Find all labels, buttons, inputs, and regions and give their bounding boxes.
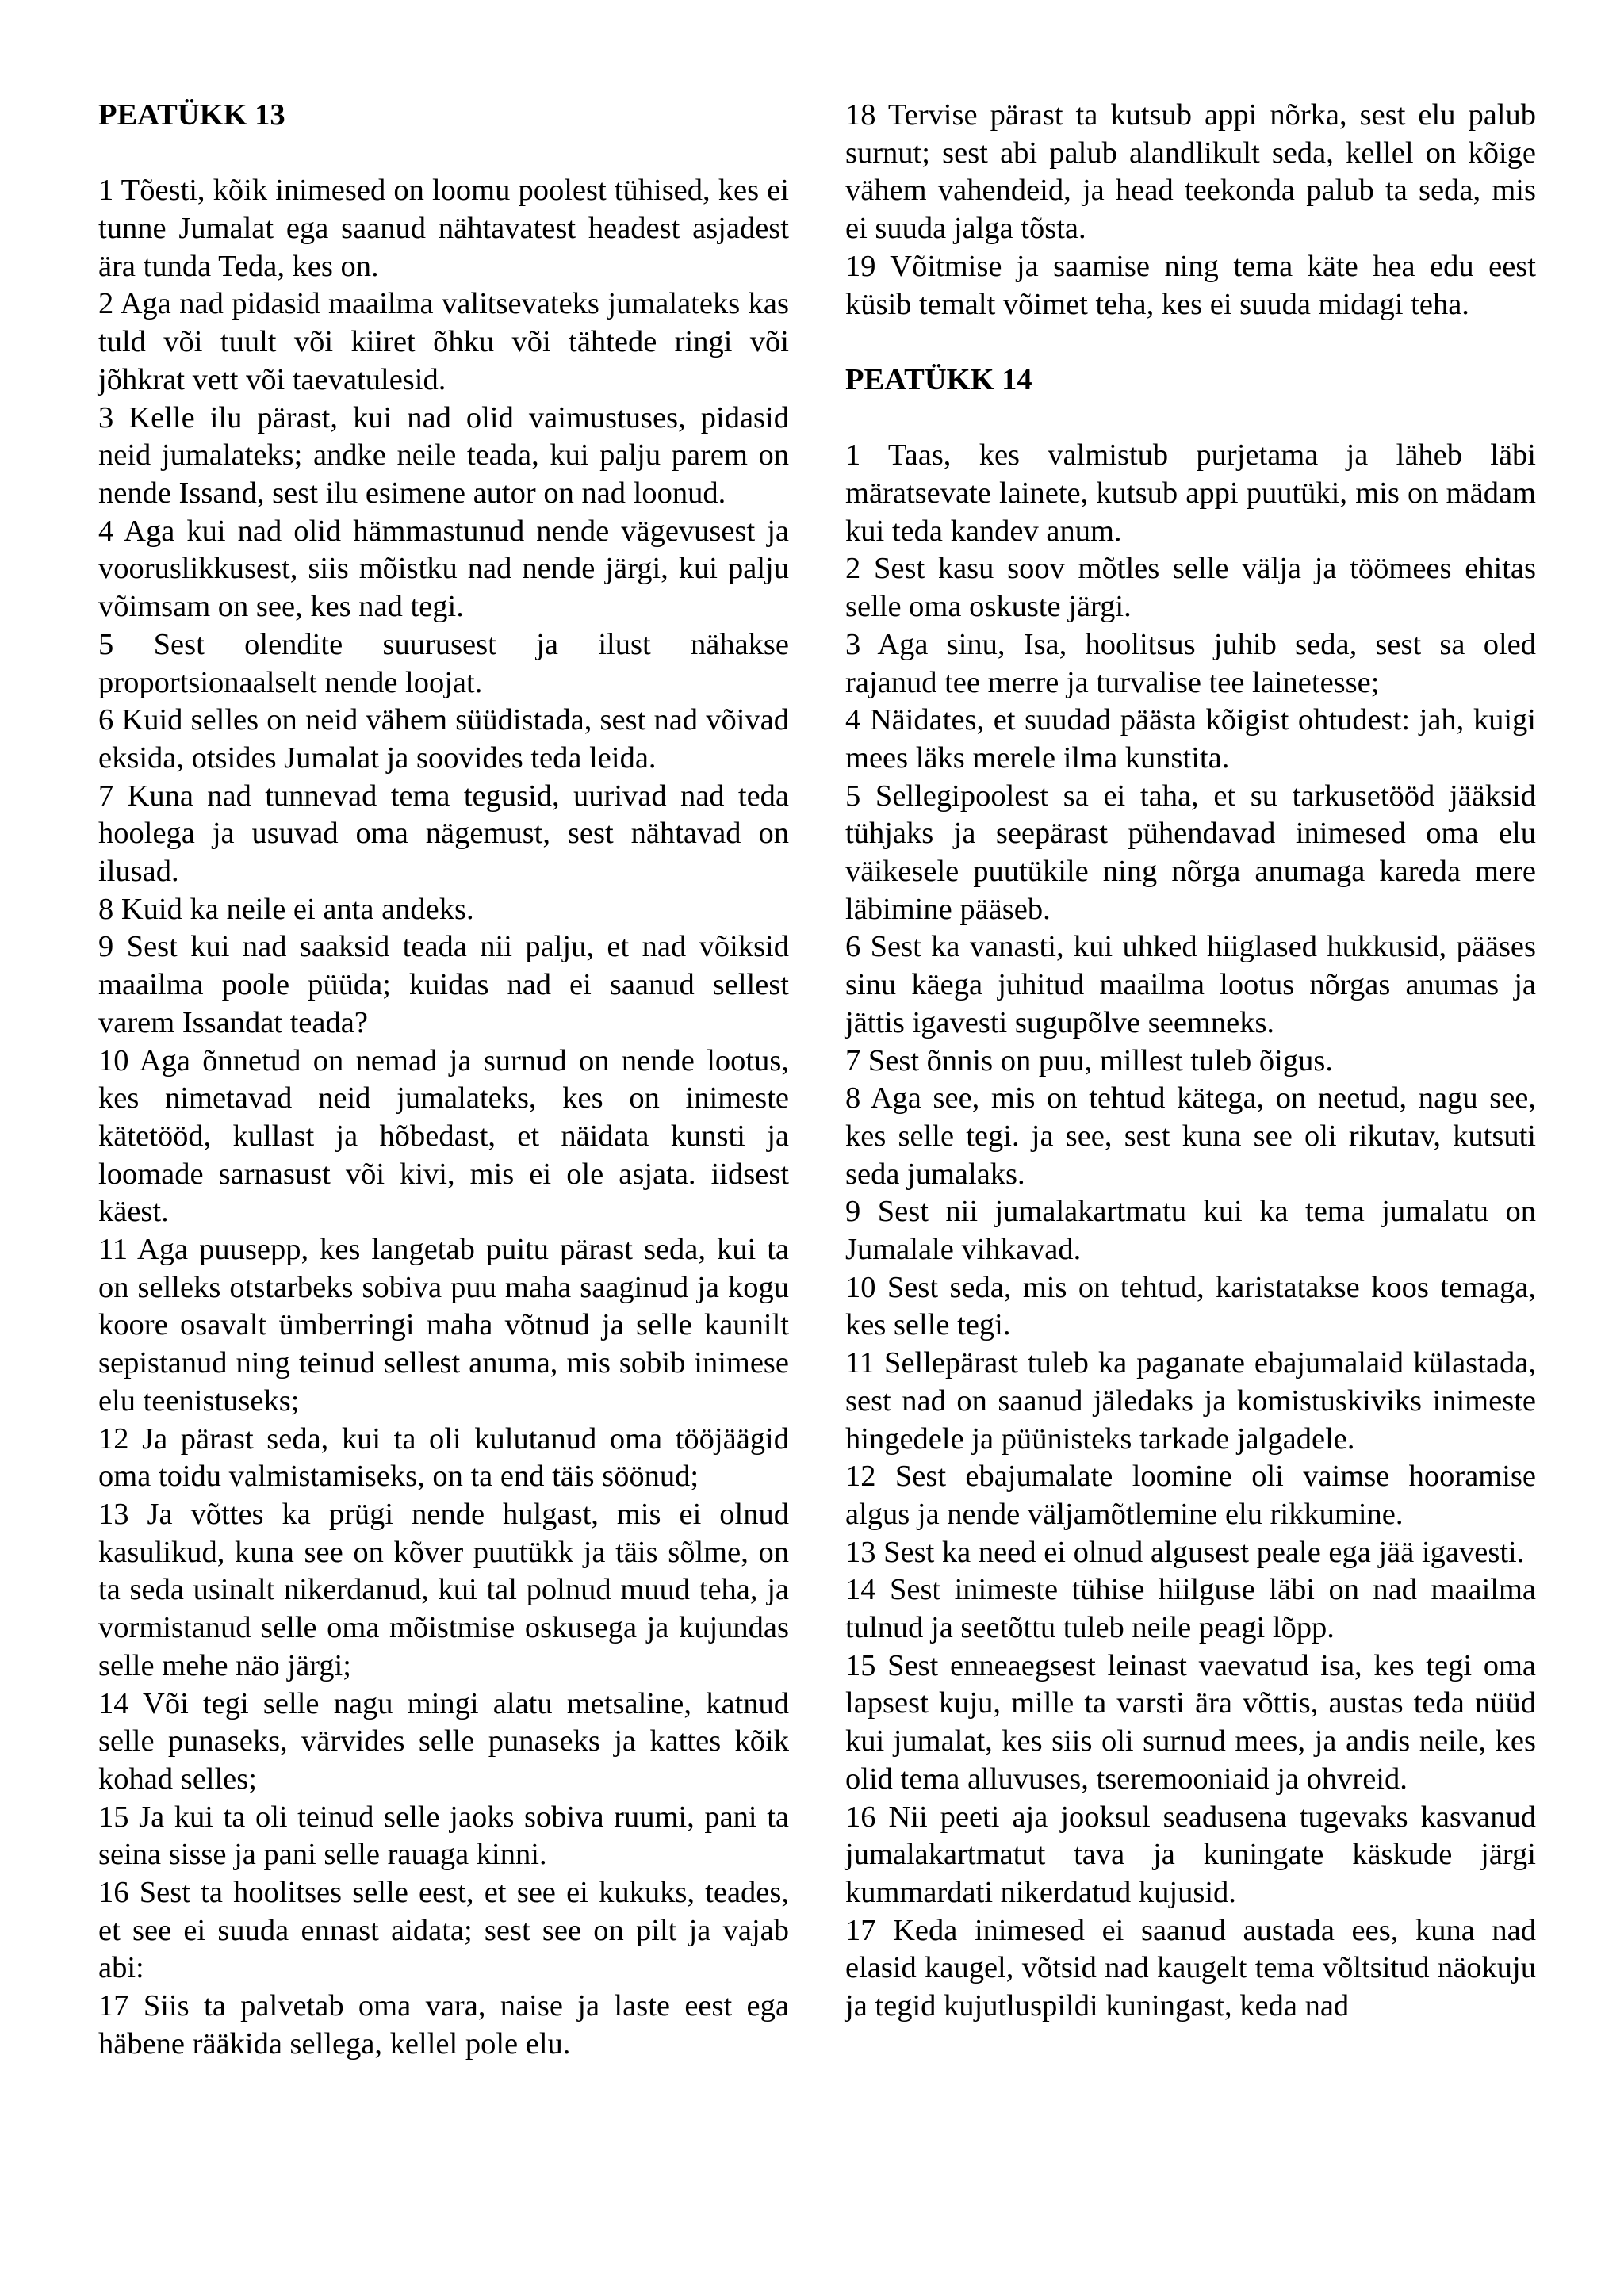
chapter-14-heading: PEATÜKK 14 xyxy=(845,362,1032,396)
left-column xyxy=(98,97,789,2064)
verse-14-8: 8 Aga see, mis on tehtud kätega, on neetud, nagu see, kes selle tegi. ja see, sest kuna see oli rikutav, kutsuti seda jumalaks. xyxy=(845,1081,1536,1191)
right-column xyxy=(845,97,1536,2026)
verse-14-9: 9 Sest nii jumalakartmatu kui ka tema jumalatu on Jumalale vihkavad. xyxy=(845,1195,1536,1267)
verse-13-19: 19 Võitmise ja saamise ning tema käte hea edu eest küsib temalt võimet teha, kes ei suuda midagi teha. xyxy=(845,249,1536,321)
verse-13-7: 7 Kuna nad tunnevad tema tegusid, uurivad nad teda hoolega ja usuvad oma nägemust, sest nähtavad on ilusad. xyxy=(98,779,789,889)
chapter-13-heading: PEATÜKK 13 xyxy=(98,98,285,132)
verse-14-2: 2 Sest kasu soov mõtles selle välja ja töömees ehitas selle oma oskuste järgi. xyxy=(845,552,1536,624)
verse-14-13: 13 Sest ka need ei olnud algusest peale ega jää igavesti. xyxy=(845,1535,1525,1569)
verse-13-10: 10 Aga õnnetud on nemad ja surnud on nende lootus, kes nimetavad neid jumalateks, kes on inimeste kätetööd, kullast ja hõbedast, et näidata kunsti ja loomade sarnasust või kivi, mis ei ole asjata. iidsest käest. xyxy=(98,1043,789,1229)
verse-14-15: 15 Sest enneaegsest leinast vaevatud isa, kes tegi oma lapsest kuju, mille ta varsti ära võttis, austas teda nüüd kui jumalat, kes siis oli surnud mees, ja andis neile, kes olid tema alluvuses, tseremooniaid ja ohvreid. xyxy=(845,1648,1536,1796)
verse-13-13: 13 Ja võttes ka prügi nende hulgast, mis ei olnud kasulikud, kuna see on kõver puutükk ja täis sõlme, on ta seda usinalt nikerdanud, kui tal polnud muud teha, ja vormistanud selle oma mõistmise oskusega ja kujundas selle mehe näo järgi; xyxy=(98,1497,789,1682)
verse-14-14: 14 Sest inimeste tühise hiilguse läbi on nad maailma tulnud ja seetõttu tuleb neile peagi lõpp. xyxy=(845,1573,1536,1645)
verse-13-14: 14 Või tegi selle nagu mingi alatu metsaline, katnud selle punaseks, värvides selle punaseks ja kattes kõik kohad selles; xyxy=(98,1686,789,1796)
verse-13-6: 6 Kuid selles on neid vähem süüdistada, sest nad võivad eksida, otsides Jumalat ja soovides teda leida. xyxy=(98,703,789,775)
verse-13-5: 5 Sest olendite suurusest ja ilust nähakse proportsionaalselt nende loojat. xyxy=(98,627,789,699)
verse-13-4: 4 Aga kui nad olid hämmastunud nende vägevusest ja vooruslikkusest, siis mõistku nad nende järgi, kui palju võimsam on see, kes nad tegi. xyxy=(98,514,789,624)
verse-14-4: 4 Näidates, et suudad päästa kõigist ohtudest: jah, kuigi mees läks merele ilma kunstita. xyxy=(845,703,1536,775)
verse-14-12: 12 Sest ebajumalate loomine oli vaimse hooramise algus ja nende väljamõtlemine elu rikkumine. xyxy=(845,1460,1536,1531)
verse-14-5: 5 Sellegipoolest sa ei taha, et su tarkusetööd jääksid tühjaks ja seepärast pühendavad inimesed oma elu väikesele puutükile ning nõrga anumaga kareda mere läbimine pääseb. xyxy=(845,779,1536,926)
verse-13-16: 16 Sest ta hoolitses selle eest, et see ei kukuks, teades, et see ei suuda ennast aidata; sest see on pilt ja vajab abi: xyxy=(98,1876,789,1985)
verse-13-8: 8 Kuid ka neile ei anta andeks. xyxy=(98,892,474,926)
verse-13-18: 18 Tervise pärast ta kutsub appi nõrka, sest elu palub surnut; sest abi palub alandlikult seda, kellel on kõige vähem vahendeid, ja head teekonda palub ta seda, mis ei suuda jalga tõsta. xyxy=(845,98,1536,246)
verse-13-1: 1 Tõesti, kõik inimesed on loomu poolest tühised, kes ei tunne Jumalat ega saanud nähtavatest headest asjadest ära tunda Teda, kes on. xyxy=(98,174,789,283)
verse-13-2: 2 Aga nad pidasid maailma valitsevateks jumalateks kas tuld või tuult või kiiret õhku või tähtede ringi või jõhkrat vett või taevatulesid. xyxy=(98,287,789,396)
verse-14-6: 6 Sest ka vanasti, kui uhked hiiglased hukkusid, pääses sinu käega juhitud maailma lootus nõrgas anumas ja jättis igavesti sugupõlve seemneks. xyxy=(845,930,1536,1039)
verse-14-1: 1 Taas, kes valmistub purjetama ja läheb läbi märatsevate lainete, kutsub appi puutüki, mis on mädam kui teda kandev anum. xyxy=(845,438,1536,548)
verse-14-11: 11 Sellepärast tuleb ka paganate ebajumalaid külastada, sest nad on saanud jäledaks ja komistuskiviks inimeste hingedele ja püünisteks tarkade jalgadele. xyxy=(845,1346,1536,1456)
verse-13-12: 12 Ja pärast seda, kui ta oli kulutanud oma tööjäägid oma toidu valmistamiseks, on ta end täis söönud; xyxy=(98,1422,789,1494)
verse-14-16: 16 Nii peeti aja jooksul seadusena tugevaks kasvanud jumalakartmatut tava ja kuningate käskude järgi kummardati nikerdatud kujusid. xyxy=(845,1800,1536,1909)
verse-14-17: 17 Keda inimesed ei saanud austada ees, kuna nad elasid kaugel, võtsid nad kaugelt tema võltsitud näokuju ja tegid kujutluspildi kuningast, keda nad xyxy=(845,1913,1536,2023)
verse-13-9: 9 Sest kui nad saaksid teada nii palju, et nad võiksid maailma poole püüda; kuidas nad ei saanud sellest varem Issandat teada? xyxy=(98,930,789,1039)
verse-14-10: 10 Sest seda, mis on tehtud, karistatakse koos temaga, kes selle tegi. xyxy=(845,1270,1536,1342)
verse-13-11: 11 Aga puusepp, kes langetab puitu pärast seda, kui ta on selleks otstarbeks sobiva puu maha saaginud ja kogu koore osavalt ümberringi maha võtnud ja selle kaunilt sepistanud ning teinud sellest anuma, mis sobib inimese elu teenistuseks; xyxy=(98,1233,789,1418)
verse-13-17: 17 Siis ta palvetab oma vara, naise ja laste eest ega häbene rääkida sellega, kellel pole elu. xyxy=(98,1989,789,2061)
verse-13-3: 3 Kelle ilu pärast, kui nad olid vaimustuses, pidasid neid jumalateks; andke neile teada, kui palju parem on nende Issand, sest ilu esimene autor on nad loonud. xyxy=(98,400,789,510)
verse-14-3: 3 Aga sinu, Isa, hoolitsus juhib seda, sest sa oled rajanud tee merre ja turvalise tee lainetesse; xyxy=(845,627,1536,699)
verse-14-7: 7 Sest õnnis on puu, millest tuleb õigus. xyxy=(845,1043,1333,1077)
verse-13-15: 15 Ja kui ta oli teinud selle jaoks sobiva ruumi, pani ta seina sisse ja pani selle rauaga kinni. xyxy=(98,1800,789,1872)
